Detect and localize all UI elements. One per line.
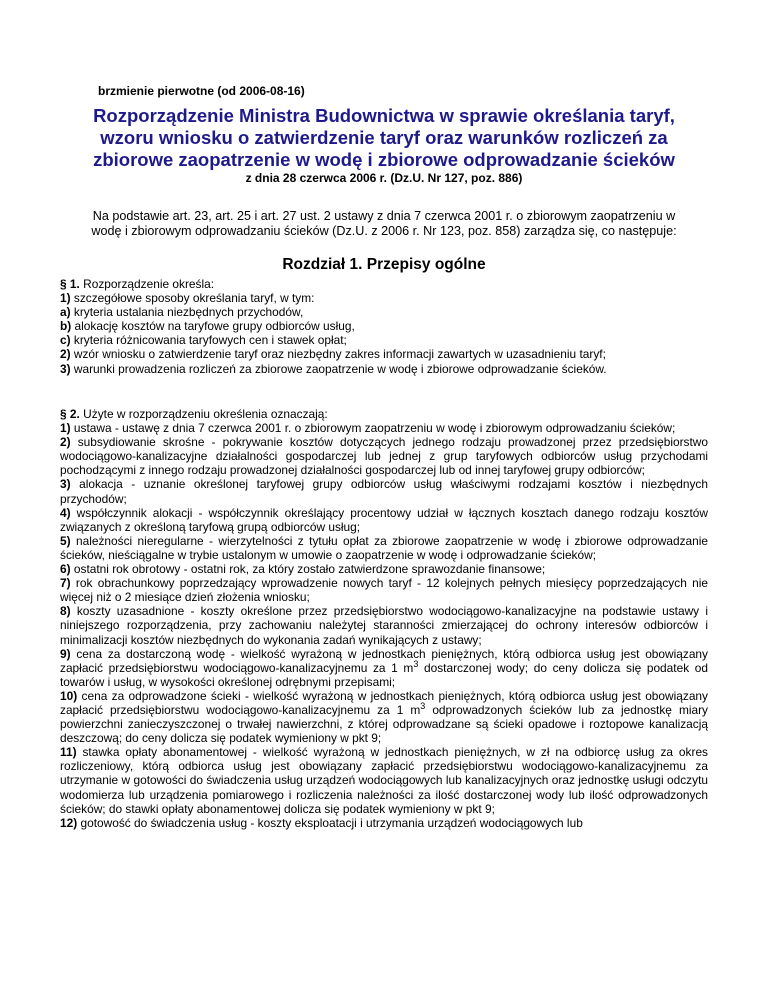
paragraph-1-intro-text: Rozporządzenie określa:	[83, 277, 215, 291]
item-number: 12)	[60, 815, 78, 830]
superscript: 3	[420, 701, 426, 711]
item-text: ostatni rok obrotowy - ostatni rok, za który zostało zatwierdzone sprawozdanie finansowe;	[73, 562, 546, 577]
definition-item	[60, 477, 708, 505]
item-number: 7)	[60, 576, 71, 591]
item-number: 1)	[60, 291, 71, 306]
definition-item	[60, 689, 708, 745]
item-text: należności nieregularne - wierzytelności z tytułu opłat za zbiorowe zaopatrzenie w wodę i zbiorowe odprowadzanie ścieków, nieściągalne w trybie ustalonym w umowie o zaopatrzenie w wodę i odprowadzanie ścieków;	[60, 533, 708, 562]
list-item	[60, 347, 708, 361]
item-number: a)	[60, 305, 71, 320]
item-text: rok obrachunkowy poprzedzający wprowadzenie nowych taryf - 12 kolejnych pełnych miesięcy poprzedzających nie więcej niż o 2 miesiące dzień złożenia wniosku;	[60, 576, 708, 605]
document-date: z dnia 28 czerwca 2006 r. (Dz.U. Nr 127, poz. 886)	[245, 171, 523, 185]
item-text: gotowość do świadczenia usług - koszty eksploatacji i utrzymania urządzeń wodociągowych lub	[80, 815, 583, 830]
chapter-heading: Rozdział 1. Przepisy ogólne	[282, 256, 486, 273]
item-number: 10)	[60, 688, 78, 703]
item-number: 9)	[60, 646, 71, 661]
list-item	[60, 333, 708, 347]
paragraph-2	[60, 407, 708, 830]
item-text: współczynnik alokacji - współczynnik określający procentowy udział w łącznych kosztach danego rodzaju kosztów związanych z określoną taryfową grupą odbiorców usług;	[60, 505, 708, 534]
item-number: b)	[60, 319, 72, 334]
item-text: warunki prowadzenia rozliczeń za zbiorowe zaopatrzenie w wodę i zbiorowe odprowadzanie ścieków.	[73, 361, 607, 376]
item-number: 6)	[60, 562, 71, 577]
item-text-continued: dostarczonej wody; do ceny dolicza się podatek od towarów i usług, w wysokości określonej odrębnymi przepisami;	[60, 660, 708, 689]
item-number: 4)	[60, 505, 71, 520]
preamble: Na podstawie art. 23, art. 25 i art. 27 ust. 2 ustawy z dnia 7 czerwca 2001 r. o zbiorowym zaopatrzeniu w wodę i zbiorowym odprowadzaniu ścieków (Dz.U. z 2006 r. Nr 123, poz. 858) zarządza się, co następuje:	[91, 209, 677, 238]
item-text: stawka opłaty abonamentowej - wielkość wyrażoną w jednostkach pieniężnych, w zł na odbiorcę usług za okres rozliczeniowy, którą odbiorca usług jest obowiązany zapłacić przedsiębiorstwu wodociągowo-kanalizacyjnemu za utrzymanie w gotowości do świadczenia usług urządzeń wodociągowych lub kanalizacyjnych oraz jednostkę usługi odczytu wodomierza lub urządzenia pomiarowego i rozliczenia należności za ilość dostarczonej wody lub ilość odprowadzonych ścieków; do stawki opłaty abonamentowej dolicza się podatek wymieniony w pkt 9;	[60, 745, 709, 816]
item-text: szczegółowe sposoby określania taryf, w tym:	[73, 291, 315, 306]
definition-item	[60, 816, 708, 830]
definition-item	[60, 435, 708, 477]
paragraph-2-intro	[60, 407, 708, 421]
list-item	[60, 319, 708, 333]
list-item	[60, 362, 708, 376]
definition-item	[60, 604, 708, 646]
item-number: 11)	[60, 745, 77, 760]
item-text: wzór wniosku o zatwierdzenie taryf oraz niezbędny zakres informacji zawartych w uzasadnieniu taryf;	[73, 347, 606, 362]
paragraph-2-intro-text: Użyte w rozporządzeniu określenia oznaczają:	[83, 407, 328, 421]
item-number: 2)	[60, 435, 71, 450]
paragraph-2-number: § 2.	[60, 407, 80, 421]
item-text: alokację kosztów na taryfowe grupy odbiorców usług,	[74, 319, 355, 334]
superscript: 3	[413, 658, 419, 669]
definition-item	[60, 506, 708, 534]
paragraph-1-intro	[60, 277, 708, 291]
item-text: kryteria różnicowania taryfowych cen i stawek opłat;	[73, 333, 347, 348]
item-text: ustawa - ustawę z dnia 7 czerwca 2001 r. o zbiorowym zaopatrzeniu w wodę i zbiorowym odprowadzaniu ścieków;	[73, 421, 676, 436]
paragraph-1-number: § 1.	[60, 277, 80, 291]
item-number: 5)	[60, 533, 71, 548]
item-number: 1)	[60, 421, 71, 436]
document-title: Rozporządzenie Ministra Budownictwa w sprawie określania taryf, wzoru wniosku o zatwierdzenie taryf oraz warunków rozliczeń za zbiorowe zaopatrzenie w wodę i zbiorowe odprowadzanie ścieków	[93, 105, 675, 170]
item-text-continued: odprowadzonych ścieków lub za jednostkę miary powierzchni zanieczyszczonej o trwałej nawierzchni, z której odprowadzane są ścieki opadowe i roztopowe kanalizacją deszczową; do ceny dolicza się podatek wymieniony w pkt 9;	[60, 702, 709, 746]
version-note: brzmienie pierwotne (od 2006-08-16)	[98, 84, 305, 98]
item-text: koszty uzasadnione - koszty określone przez przedsiębiorstwo wodociągowo-kanalizacyjne na podstawie ustawy i niniejszego rozporządzenia, przy zachowaniu należytej staranności zmierzającej do ochrony interesów odbiorców i minimalizacji kosztów niezbędnych do wykonania zadań wynikających z ustawy;	[60, 604, 708, 647]
definition-item	[60, 576, 708, 604]
list-item	[60, 291, 708, 305]
item-number: 3)	[60, 361, 71, 376]
item-text: cena za dostarczoną wodę - wielkość wyrażoną w jednostkach pieniężnych, którą odbiorca usług jest obowiązany zapłacić przedsiębiorstwu wodociągowo-kanalizacyjnemu za 1 m	[60, 646, 708, 675]
item-text: kryteria ustalania niezbędnych przychodów,	[73, 305, 304, 320]
item-number: 3)	[60, 477, 71, 492]
list-item	[60, 305, 708, 319]
definition-item	[60, 745, 708, 815]
item-number: 2)	[60, 347, 71, 362]
definition-item	[60, 562, 708, 576]
item-text: alokacja - uznanie określonej taryfowej grupy odbiorców usług właściwymi rodzajami kosztów i niezbędnych przychodów;	[60, 477, 708, 506]
item-number: c)	[60, 333, 71, 348]
paragraph-1	[60, 277, 708, 376]
definition-item	[60, 647, 708, 689]
definition-item	[60, 421, 708, 435]
item-text: subsydiowanie skrośne - pokrywanie kosztów dotyczących jednego rodzaju prowadzonej przez przedsiębiorstwo wodociągowo-kanalizacyjne działalności gospodarczej lub jednej z grup taryfowych odbiorców usług przychodami pochodzącymi z innego rodzaju prowadzonej działalności gospodarczej lub od innej taryfowej grupy odbiorców;	[60, 435, 708, 478]
item-text: cena za odprowadzone ścieki - wielkość wyrażoną w jednostkach pieniężnych, którą odbiorca usług jest obowiązany zapłacić przedsiębiorstwu wodociągowo-kanalizacyjnemu za 1 m	[60, 688, 708, 717]
definition-item	[60, 534, 708, 562]
item-number: 8)	[60, 604, 71, 619]
